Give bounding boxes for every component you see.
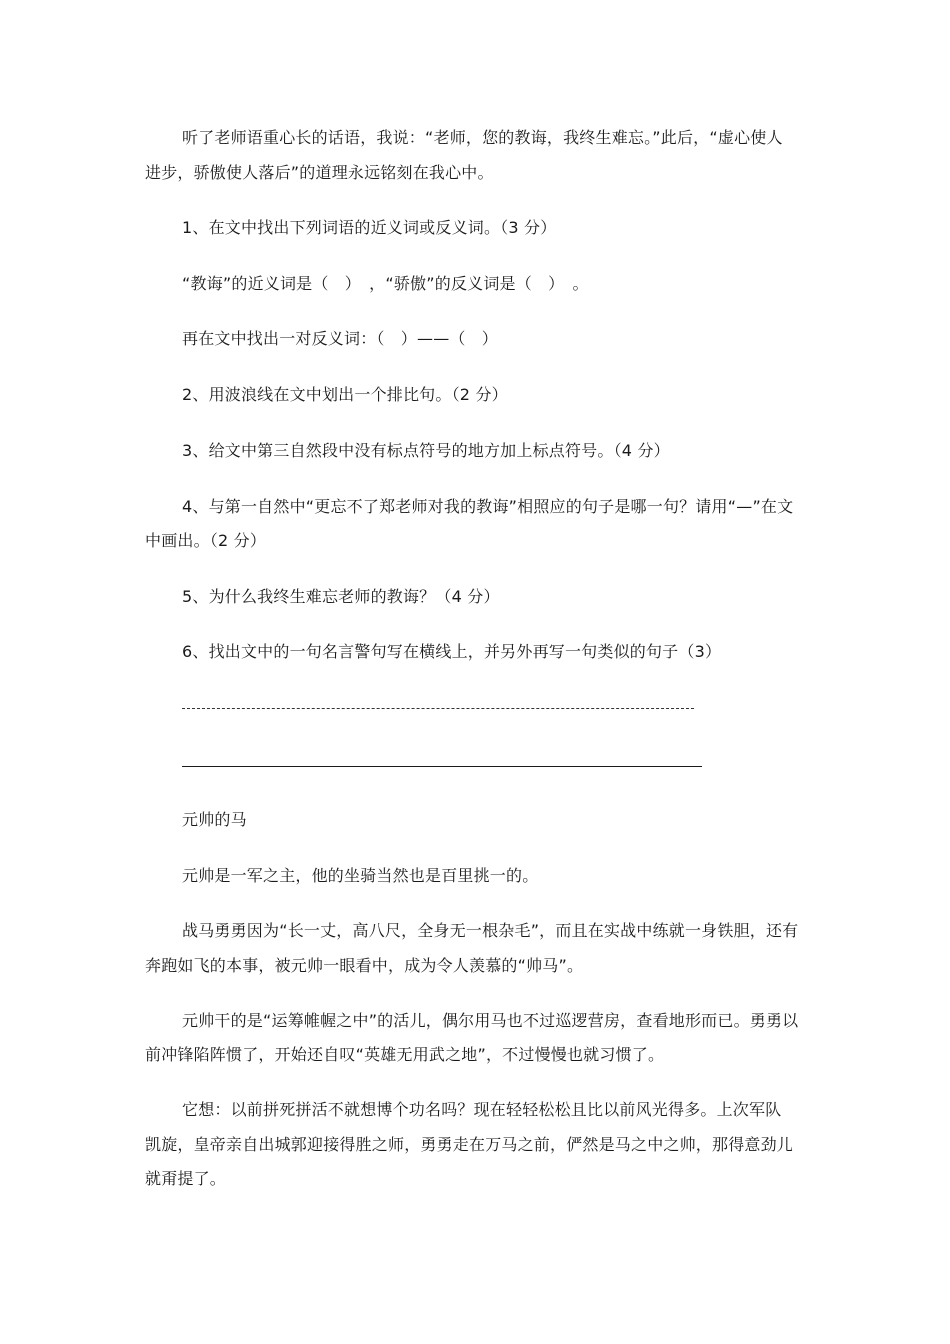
passage2-title: 元帅的马	[182, 810, 247, 829]
passage1-closing-line1: 听了老师语重心长的话语，我说：“老师，您的教诲，我终生难忘。”此后，“虚心使人	[182, 128, 783, 147]
passage2-paragraph-4-line2: 凯旋，皇帝亲自出城郭迎接得胜之师，勇勇走在万马之前，俨然是马之中之帅，那得意劲儿	[145, 1135, 794, 1154]
question-6: 6、找出文中的一句名言警句写在横线上，并另外再写一句类似的句子（3）	[182, 642, 722, 661]
passage2-paragraph-2-line2: 奔跑如飞的本事，被元帅一眼看中，成为令人羡慕的“帅马”。	[145, 956, 584, 975]
answer-line-dashed	[182, 708, 694, 709]
question-4-line1: 4、与第一自然中“更忘不了郑老师对我的教诲”相照应的句子是哪一句？请用“—”在文	[182, 497, 794, 516]
passage2-paragraph-3-line2: 前冲锋陷阵惯了，开始还自叹“英雄无用武之地”，不过慢慢也就习惯了。	[145, 1045, 665, 1064]
passage2-paragraph-1: 元帅是一军之主，他的坐骑当然也是百里挑一的。	[182, 866, 539, 885]
question-2: 2、用波浪线在文中划出一个排比句。（2 分）	[182, 385, 508, 404]
passage2-paragraph-2-line1: 战马勇勇因为“长一丈，高八尺，全身无一根杂毛”，而且在实战中练就一身铁胆，还有	[182, 921, 799, 940]
question-5: 5、为什么我终生难忘老师的教诲？（4 分）	[182, 587, 500, 606]
passage1-closing-line2: 进步，骄傲使人落后”的道理永远铭刻在我心中。	[145, 163, 494, 182]
passage2-paragraph-4-line1: 它想：以前拼死拼活不就想博个功名吗？现在轻轻松松且比以前风光得多。上次军队	[182, 1100, 782, 1119]
question-3: 3、给文中第三自然段中没有标点符号的地方加上标点符号。（4 分）	[182, 441, 670, 460]
question-1: 1、在文中找出下列词语的近义词或反义词。（3 分）	[182, 218, 557, 237]
question-1-synonym-antonym: “教诲”的近义词是（ ） ，“骄傲”的反义词是（ ） 。	[182, 274, 589, 293]
question-1-antonym-pair: 再在文中找出一对反义词：（ ）——（ ）	[182, 329, 499, 348]
passage2-paragraph-4-line3: 就甭提了。	[145, 1169, 227, 1188]
answer-line-solid	[182, 766, 702, 767]
question-4-line2: 中画出。（2 分）	[145, 531, 267, 550]
passage2-paragraph-3-line1: 元帅干的是“运筹帷幄之中”的活儿，偶尔用马也不过巡逻营房，查看地形而已。勇勇以	[182, 1011, 799, 1030]
